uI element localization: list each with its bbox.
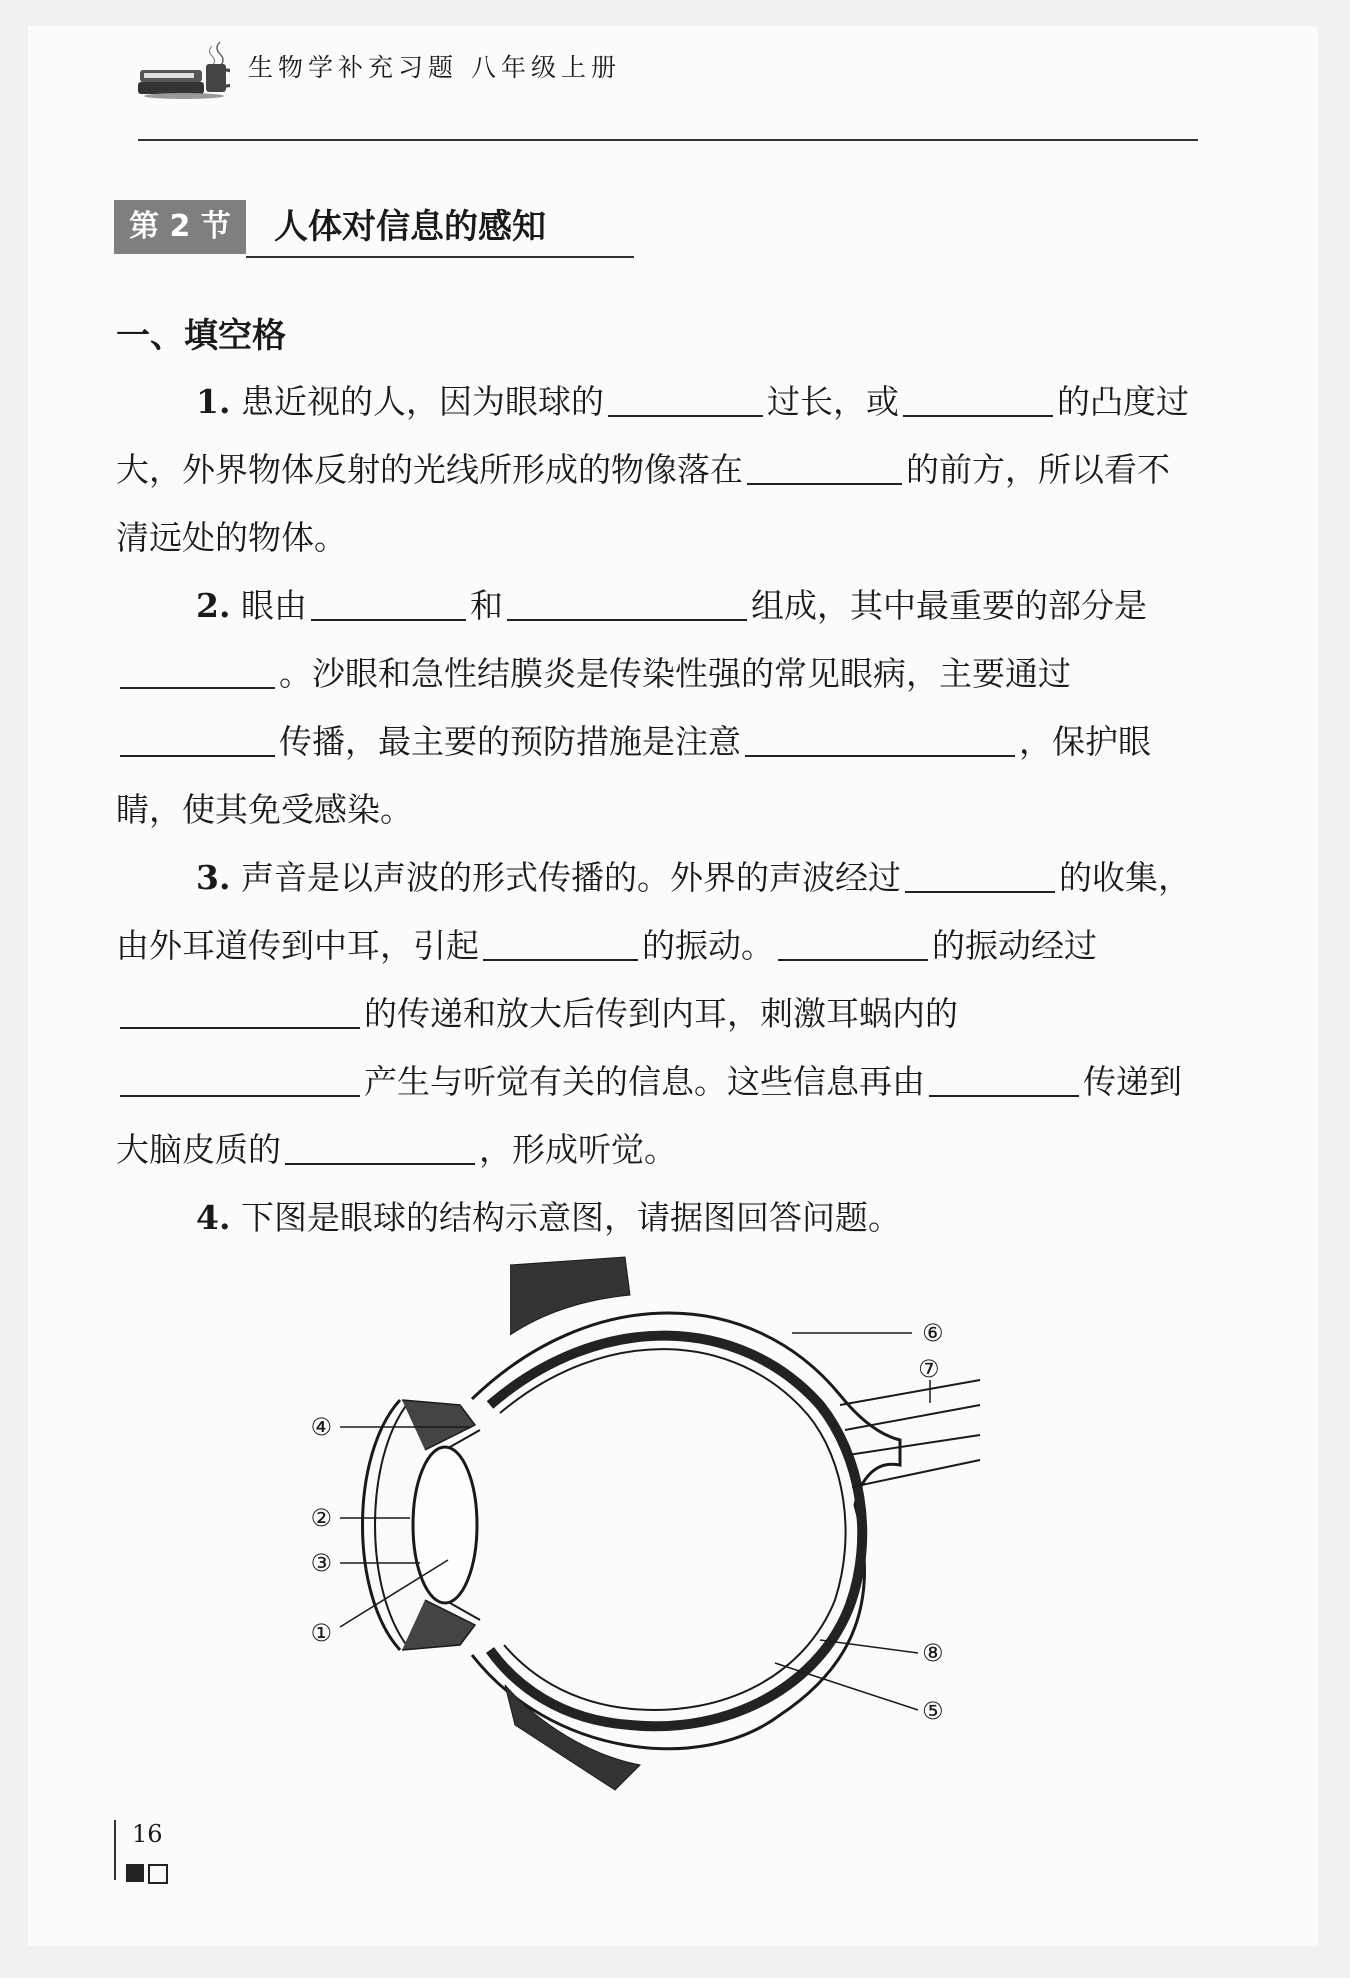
eyeball-drawing [363,1257,981,1790]
label-2: ② [310,1504,332,1532]
question-3 [116,844,1196,1184]
eyeball-diagram [300,1255,1000,1795]
question-text: ，保护眼睛，使其免受感染。 [116,722,1151,829]
section-rule [246,256,634,258]
question-list [116,368,1196,1252]
book-and-cup-icon [138,40,230,100]
answer-blank [120,997,360,1029]
empty-square-icon [148,1864,168,1884]
question-text: 患近视的人，因为眼球的 [240,382,604,421]
iris-upper [402,1400,475,1450]
question-text: 的振动。 [642,926,774,965]
answer-blank [507,589,747,621]
question-2 [116,572,1196,844]
question-text: 的前方，所以看不清远处的物体。 [116,450,1170,557]
diagram-labels [310,1319,943,1725]
answer-blank [929,1065,1079,1097]
label-4: ④ [310,1413,332,1441]
question-text: 眼由 [240,586,307,625]
answer-blank [120,1065,360,1097]
question-text: 传递到大脑皮质的 [116,1062,1182,1169]
label-8: ⑧ [922,1639,944,1667]
label-5: ⑤ [922,1697,944,1725]
question-text: 下图是眼球的结构示意图，请据图回答问题。 [240,1198,901,1237]
page-number: 16 [132,1820,163,1848]
question-text: 声音是以声波的形式传播的。外界的声波经过 [240,858,901,897]
lens [413,1447,477,1603]
question-text: 过长，或 [766,382,899,421]
optic-nerve [840,1380,980,1487]
question-4 [116,1184,1196,1252]
answer-blank [905,861,1055,893]
upper-eye-muscle [510,1257,630,1335]
section-badge: 第 2 节 [114,200,246,254]
label-3: ③ [310,1549,332,1577]
cornea-inner [375,1403,408,1647]
label-6: ⑥ [922,1319,944,1347]
section-name: 人体对信息的感知 [274,207,546,247]
answer-blank [285,1133,475,1165]
label-7: ⑦ [918,1355,940,1383]
label-1: ① [310,1619,332,1647]
question-text: 的传递和放大后传到内耳，刺激耳蜗内的 [364,994,958,1033]
footer-rule [114,1820,116,1880]
filled-square-icon [126,1864,144,1882]
question-text: 的振动经过 [932,926,1097,965]
lower-eye-muscle [505,1685,640,1790]
question-text: 产生与听觉有关的信息。这些信息再由 [364,1062,925,1101]
answer-blank [608,385,763,417]
answer-blank [745,725,1015,757]
retina-layer [500,1349,846,1710]
question-text: 。沙眼和急性结膜炎是传染性强的常见眼病，主要通过 [279,654,1071,693]
answer-blank [483,929,638,961]
question-number: 3. [196,858,231,897]
question-text: 组成，其中最重要的部分是 [750,586,1147,625]
question-number: 4. [196,1198,231,1237]
page-header [138,40,1198,100]
choroid-layer [490,1336,862,1727]
answer-blank [747,453,902,485]
question-text: 的收集，由外耳道传到中耳，引起 [116,858,1191,965]
answer-blank [311,589,466,621]
header-rule [138,139,1198,141]
answer-blank [903,385,1053,417]
answer-blank [120,725,275,757]
section-title [114,200,634,258]
question-text: 传播，最主要的预防措施是注意 [279,722,741,761]
question-number: 1. [196,382,231,421]
question-text: 和 [469,586,503,625]
question-text: ，形成听觉。 [479,1130,677,1169]
answer-blank [120,657,275,689]
question-number: 2. [196,586,231,625]
question-text: 的凸度过大，外界物体反射的光线所形成的物像落在 [116,382,1189,489]
iris-lower [402,1600,475,1650]
cornea [363,1400,401,1650]
header-title: 生物学补充习题 八年级上册 [248,53,621,82]
answer-blank [778,929,928,961]
question-1 [116,368,1196,572]
part-heading: 一、填空格 [116,316,286,356]
